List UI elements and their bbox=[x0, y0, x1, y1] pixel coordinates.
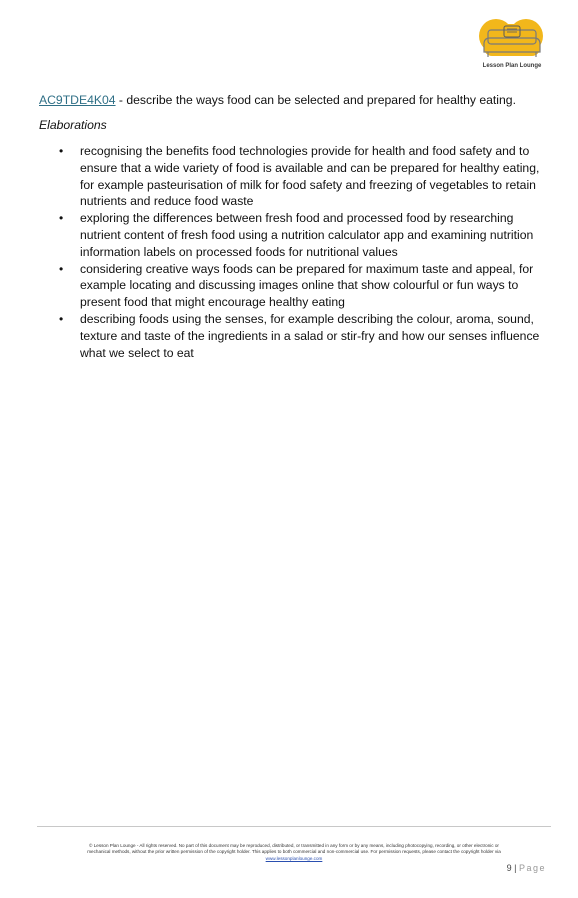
lesson-plan-lounge-logo bbox=[474, 14, 550, 76]
list-item bbox=[0, 261, 556, 311]
list-item-line: for example pasteurisation of milk for food safety and freezing of vegetables to retain bbox=[80, 177, 536, 192]
bullet: • bbox=[59, 261, 64, 276]
list-item bbox=[0, 210, 556, 260]
list-item bbox=[0, 143, 556, 210]
list-item-line: recognising the benefits food technologies provide for health and food safety and to bbox=[80, 144, 530, 158]
list-item-line: what we select to eat bbox=[80, 345, 194, 360]
standard-description: - describe the ways food can be selected and prepared for healthy eating. bbox=[115, 93, 516, 107]
website-link[interactable]: www.lessonplanlounge.com bbox=[265, 855, 323, 861]
elaborations-heading: Elaborations bbox=[39, 118, 107, 132]
list-item-line: texture and taste of the ingredients in a salad or stir-fry and how our senses influence bbox=[80, 328, 540, 343]
page-word: Page bbox=[518, 863, 546, 873]
page-number bbox=[507, 863, 546, 873]
list-item-line: present food that might encourage healthy eating bbox=[80, 295, 345, 310]
bullet: • bbox=[59, 311, 64, 326]
list-item-line: nutrient content of fresh food using a nutrition calculator app and examining nutrition bbox=[80, 227, 534, 242]
list-item-line: describing foods using the senses, for example describing the colour, aroma, sound, bbox=[80, 311, 534, 326]
list-item-line: ensure that a wide variety of food is available and can be prepared for healthy eating, bbox=[80, 160, 540, 175]
bullet: • bbox=[59, 144, 64, 158]
bullet: • bbox=[59, 211, 64, 226]
page-number-value: 9 bbox=[506, 863, 512, 873]
list-item bbox=[0, 311, 556, 361]
sofa-logo-icon bbox=[474, 14, 550, 62]
page-separator: | bbox=[511, 863, 519, 873]
copyright-line: mechanical methods, without the prior written permission of the copyright holder. This applies to both commercial and non-commercial use. For permission requests, please contact the copyright holder via bbox=[87, 849, 501, 855]
footer-divider bbox=[37, 826, 551, 827]
copyright-notice bbox=[42, 843, 546, 862]
curriculum-standard bbox=[39, 92, 554, 108]
copyright-line: © Lesson Plan Lounge - All rights reserved. No part of this document may be reproduced, distributed, or transmitted in any form or by any means, including photocopying, recording, or other electronic or bbox=[89, 843, 499, 848]
list-item-line: exploring the differences between fresh food and processed food by researching bbox=[80, 211, 514, 226]
list-item-line: nutrients and reduce food waste bbox=[80, 194, 254, 209]
list-item-line: example locating and discussing images online that show colourful or fun ways to bbox=[80, 278, 519, 293]
logo-text: Lesson Plan Lounge bbox=[482, 63, 542, 69]
standard-code-link[interactable]: AC9TDE4K04 bbox=[39, 93, 116, 107]
elaborations-list bbox=[0, 143, 556, 361]
list-item-line: information labels on processed foods for nutritional values bbox=[80, 244, 398, 259]
list-item-line: considering creative ways foods can be prepared for maximum taste and appeal, for bbox=[80, 261, 534, 276]
